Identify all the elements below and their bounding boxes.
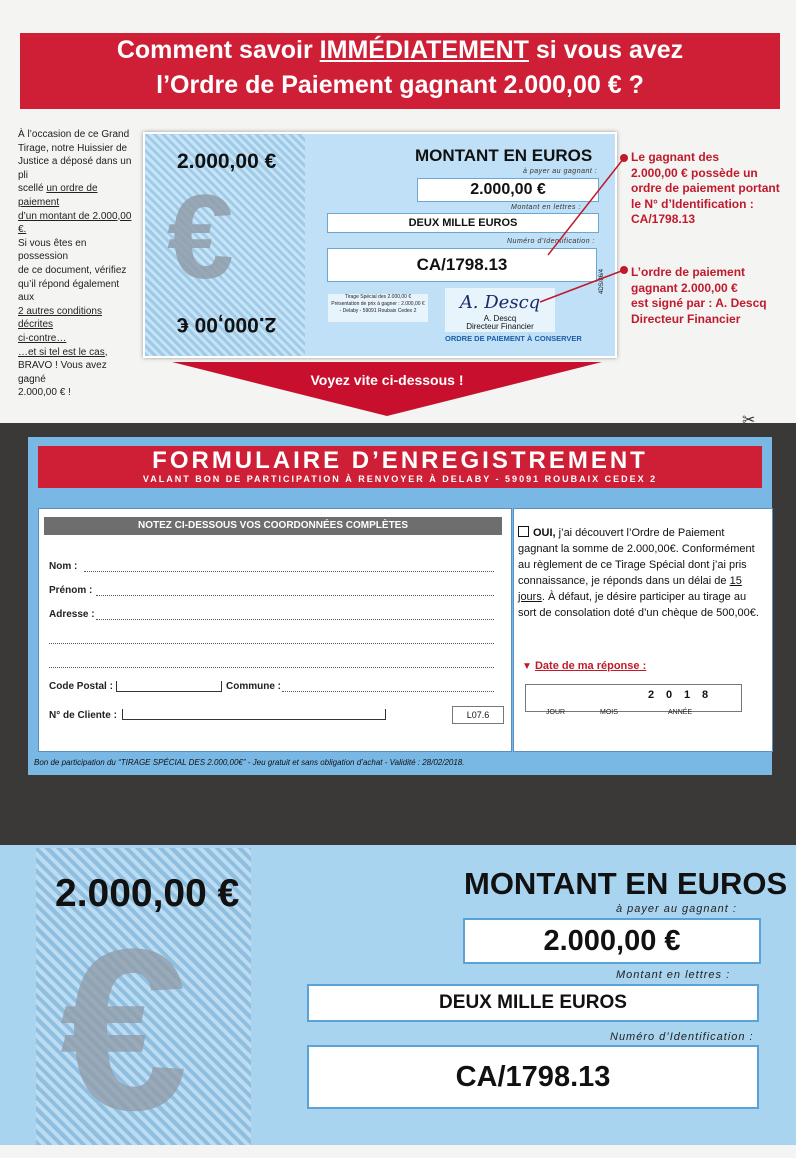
nom-field[interactable] (84, 561, 494, 572)
intro-line: Si vous êtes en possession (18, 237, 87, 263)
cheque-amount-box: 2.000,00 € (417, 178, 599, 202)
year-label: ANNÉE (668, 709, 693, 716)
response-line: sort de consolation doté d’un chèque de 500,00€. (518, 607, 759, 619)
callout-signature (631, 265, 783, 327)
form-subtitle: VALANT BON DE PARTICIPATION À RENVOYER À DELABY - 59091 ROUBAIX CEDEX 2 (142, 474, 658, 484)
signer-role: Directeur Financier (466, 322, 534, 331)
code-postal-label: Code Postal : (49, 681, 113, 692)
response-delay: 15 (729, 575, 742, 587)
response-line: au règlement de ce Tirage Spécial dont j’ai pris (518, 559, 747, 571)
enlarged-letters-box: DEUX MILLE EUROS (307, 984, 759, 1022)
callout-line: est signé par : A. Descq (631, 296, 767, 310)
cheque-letters-box: DEUX MILLE EUROS (327, 213, 599, 233)
cheque-id-box: CA/1798.13 (327, 248, 597, 282)
year-digit: 0 (665, 689, 673, 701)
response-line: connaissance, je réponds dans un délai de (518, 575, 730, 587)
triangle-down-icon: ▼ (522, 661, 532, 672)
form-title: FORMULAIRE D’ENREGISTREMENT (152, 447, 648, 474)
response-text (518, 525, 762, 621)
code-postal-field[interactable] (116, 681, 222, 692)
client-number-field[interactable] (122, 709, 386, 720)
enlarged-amount-box: 2.000,00 € (463, 918, 761, 964)
callout-line: CA/1798.13 (631, 212, 696, 226)
day-label: JOUR (546, 709, 566, 716)
contact-bar: NOTEZ CI-DESSOUS VOS COORDONNÉES COMPLÈTES (44, 517, 502, 535)
prenom-label: Prénom : (49, 585, 93, 596)
date-field[interactable] (525, 684, 742, 716)
enlarged-id-box: CA/1798.13 (307, 1045, 759, 1109)
cheque-letters-label: Montant en lettres : (511, 204, 581, 211)
intro-line-underlined: ci-contre… (18, 332, 67, 344)
cheque-payer-label: à payer au gagnant : (523, 168, 598, 175)
cheque-info-line: Présentation de prix à gagner : 2.000,00 € (331, 301, 425, 307)
form-code: L07.6 (452, 706, 504, 724)
oui-checkbox[interactable] (518, 526, 529, 537)
day-cell[interactable] (550, 688, 564, 702)
enlarged-title: MONTANT EN EUROS (464, 866, 788, 901)
callout-line: gagnant 2.000,00 € (631, 280, 738, 295)
adresse-line-3[interactable] (49, 657, 494, 668)
cheque-id-label: Numéro d’Identification : (507, 238, 595, 245)
intro-line: scellé (18, 183, 47, 195)
callout-line: Le gagnant des (631, 150, 720, 164)
intro-line-underlined: 2 autres conditions décrites (18, 305, 102, 331)
intro-line: qu’il répond également aux (18, 278, 120, 304)
callout-dot-icon (620, 266, 628, 274)
callout-line: Directeur Financier (631, 311, 741, 326)
date-label (522, 660, 646, 672)
response-delay-unit: jours (518, 591, 542, 603)
cheque-code: 4DS/86/4 (599, 268, 605, 294)
callout-dot-icon (620, 154, 628, 162)
callout-line: ordre de paiement portant (631, 181, 780, 195)
cheque-amount-reversed: 2.000,00 € (177, 313, 277, 336)
intro-line-underlined: …et si tel est le cas, (18, 346, 108, 358)
adresse-field[interactable] (96, 609, 494, 620)
month-label: MOIS (600, 709, 618, 716)
cheque-info-line: Tirage Spécial des 2.000,00 € (344, 294, 412, 300)
nom-label: Nom : (49, 561, 78, 572)
callout-identification (631, 150, 783, 228)
intro-line: de ce document, vérifiez (18, 264, 127, 276)
month-cell[interactable] (602, 688, 616, 702)
month-cell[interactable] (586, 688, 600, 702)
date-label-text: Date de ma réponse : (534, 660, 647, 672)
euro-symbol-icon: € (167, 170, 234, 304)
intro-line-underlined: un ordre de paiement (18, 183, 98, 208)
day-cell[interactable] (534, 688, 548, 702)
year-digit: 2 (647, 689, 655, 701)
cheque-amount: 2.000,00 € (177, 150, 277, 173)
cheque-footer: ORDRE DE PAIEMENT À CONSERVER (445, 334, 582, 343)
oui-label: OUI, (533, 527, 556, 539)
callout-line: L’ordre de paiement (631, 265, 746, 279)
intro-line: Tirage, notre Huissier de (18, 142, 128, 154)
signer-name: A. Descq (483, 314, 517, 323)
down-arrow-icon (172, 362, 602, 416)
adresse-line-2[interactable] (49, 633, 494, 644)
client-label: N° de Cliente : (49, 710, 117, 721)
headline-post: si vous avez (528, 36, 684, 64)
year-digit: 1 (683, 689, 691, 701)
adresse-label: Adresse : (49, 609, 95, 620)
euro-large-icon: € (60, 901, 188, 1158)
commune-field[interactable] (282, 681, 494, 692)
enlarged-payer-label: à payer au gagnant : (616, 903, 737, 915)
cheque-title: MONTANT EN EUROS (415, 146, 593, 165)
response-line: j’ai découvert l’Ordre de Paiement (555, 527, 725, 539)
handwritten-signature: A. Descq (459, 292, 541, 313)
intro-line: BRAVO ! Vous avez gagné (18, 360, 107, 385)
form-header (38, 446, 762, 488)
legal-notice: Bon de participation du “TIRAGE SPÉCIAL DES 2.000,00€” - Jeu gratuit et sans obligation d’achat - Validité : 28/02/2018. (34, 758, 465, 767)
response-line: gagnant la somme de 2.000,00€. Conformément (518, 543, 755, 555)
arrow-text: Voyez vite ci-dessous ! (310, 372, 464, 388)
headline-pre: Comment savoir (116, 36, 320, 64)
year-digit: 8 (701, 689, 709, 701)
callout-line: le N° d’Identification : (631, 196, 754, 211)
headline-line2: l’Ordre de Paiement gagnant 2.000,00 € ? (156, 71, 644, 99)
intro-line: Justice a déposé dans un pli (18, 156, 132, 181)
intro-line-underlined: d’un montant de 2.000,00 €. (18, 210, 132, 236)
cheque-info-line: - Delaby - 59091 Roubaix Cedex 2 (339, 308, 417, 314)
scissors-icon: ✂ (742, 412, 756, 429)
intro-line: À l’occasion de ce Grand (18, 129, 130, 140)
prenom-field[interactable] (96, 585, 494, 596)
enlarged-amount: 2.000,00 € (55, 872, 240, 915)
callout-line: 2.000,00 € possède un (631, 165, 758, 180)
enlarged-id-label: Numéro d’Identification : (610, 1031, 754, 1043)
response-line: . À défaut, je désire participer au tirage au (541, 591, 747, 603)
intro-line: 2.000,00 € ! (18, 387, 71, 399)
headline-emphasis: IMMÉDIATEMENT (319, 36, 529, 64)
enlarged-letters-label: Montant en lettres : (616, 969, 731, 981)
commune-label: Commune : (226, 681, 281, 692)
